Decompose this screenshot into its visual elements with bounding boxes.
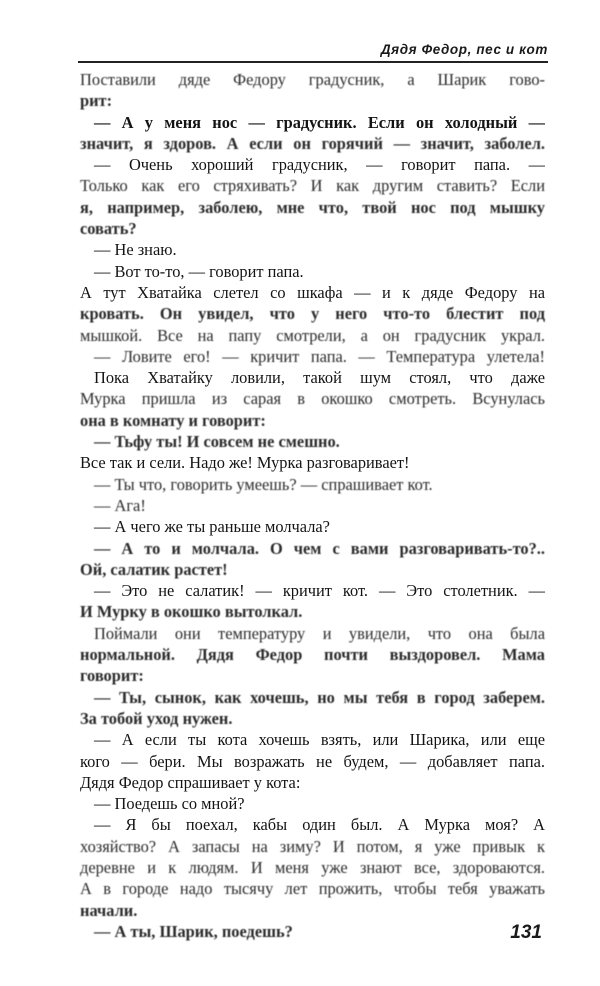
text-line: мышкой. Все на папу смотрели, а он градусник украл. (80, 325, 545, 345)
text-line: совать? (80, 219, 137, 239)
text-line: И Мурку в окошко вытолкал. (80, 602, 303, 622)
text-line: она в комнату и говорит: (80, 410, 266, 430)
text-line: — Тьфу ты! И совсем не смешно. (94, 432, 340, 452)
text-line: Дядя Федор спрашивает у кота: (80, 772, 301, 792)
text-line: Пока Хватайку ловили, такой шум стоял, что даже (94, 368, 545, 388)
text-line: — Очень хороший градусник, — говорит папа. — (94, 155, 545, 175)
text-line: Поймали они температуру и увидели, что она была (94, 623, 545, 643)
text-line: деревне и к людям. И меня уже знают все, здороваются. (80, 857, 545, 877)
text-line: — Поедешь со мной? (94, 794, 245, 814)
text-line: — А то и молчала. О чем с вами разговаривать-то?.. (94, 538, 545, 558)
text-line: Все так и сели. Надо же! Мурка разговаривает! (80, 453, 410, 473)
text-line: — Вот то-то, — говорит папа. (94, 261, 304, 281)
text-line: — А у меня нос — градусник. Если он холодный — (94, 112, 545, 132)
text-line: Поставили дяде Федору градусник, а Шарик гово- (80, 70, 545, 89)
text-line: За тобой уход нужен. (80, 708, 233, 728)
text-line: — Ловите его! — кричит папа. — Температура улетела! (94, 346, 545, 366)
text-line: я, например, заболею, мне что, твой нос под мышку (80, 197, 545, 217)
text-line: Мурка пришла из сарая в окошко смотреть. Всунулась (80, 389, 545, 409)
text-line: начали. (80, 900, 138, 920)
text-line: Только как его стряхивать? И как другим ставить? Если (80, 176, 545, 196)
text-line: рит: (80, 91, 113, 111)
text-line: А тут Хватайка слетел со шкафа — и к дяде Федору на (80, 282, 545, 302)
text-line: — А ты, Шарик, поедешь? (94, 921, 293, 941)
text-line: — Ты что, говорить умеешь? — спрашивает кот. (94, 474, 433, 494)
page-number: 131 (510, 922, 542, 943)
running-header: Дядя Федор, пес и кот (380, 42, 548, 57)
text-line: — А чего же ты раньше молчала? (94, 517, 330, 537)
text-line: — Не знаю. (94, 240, 177, 260)
header-rule (78, 61, 548, 63)
text-line: — Ага! (94, 495, 146, 515)
body-text (80, 69, 545, 942)
text-line: говорит: (80, 666, 144, 686)
text-line: — Это не салатик! — кричит кот. — Это столетник. — (94, 581, 545, 601)
text-line: кровать. Он увидел, что у него что-то блестит под (80, 304, 545, 324)
text-line: — Ты, сынок, как хочешь, но мы тебя в город заберем. (94, 687, 545, 707)
text-line: нормальной. Дядя Федор почти выздоровел. Мама (80, 645, 545, 665)
text-line: Ой, салатик растет! (80, 559, 228, 579)
text-line: А в городе надо тысячу лет прожить, чтобы тебя уважать (80, 879, 545, 899)
text-line: кого — бери. Мы возражать не будем, — добавляет папа. (80, 751, 545, 771)
text-line: значит, я здоров. А если он горячий — значит, заболел. (80, 133, 545, 153)
text-line: хозяйство? А запасы на зиму? И потом, я уже привык к (80, 836, 545, 856)
text-line: — А если ты кота хочешь взять, или Шарика, или еще (94, 730, 545, 750)
text-line: — Я бы поехал, кабы один был. А Мурка моя? А (94, 815, 545, 835)
